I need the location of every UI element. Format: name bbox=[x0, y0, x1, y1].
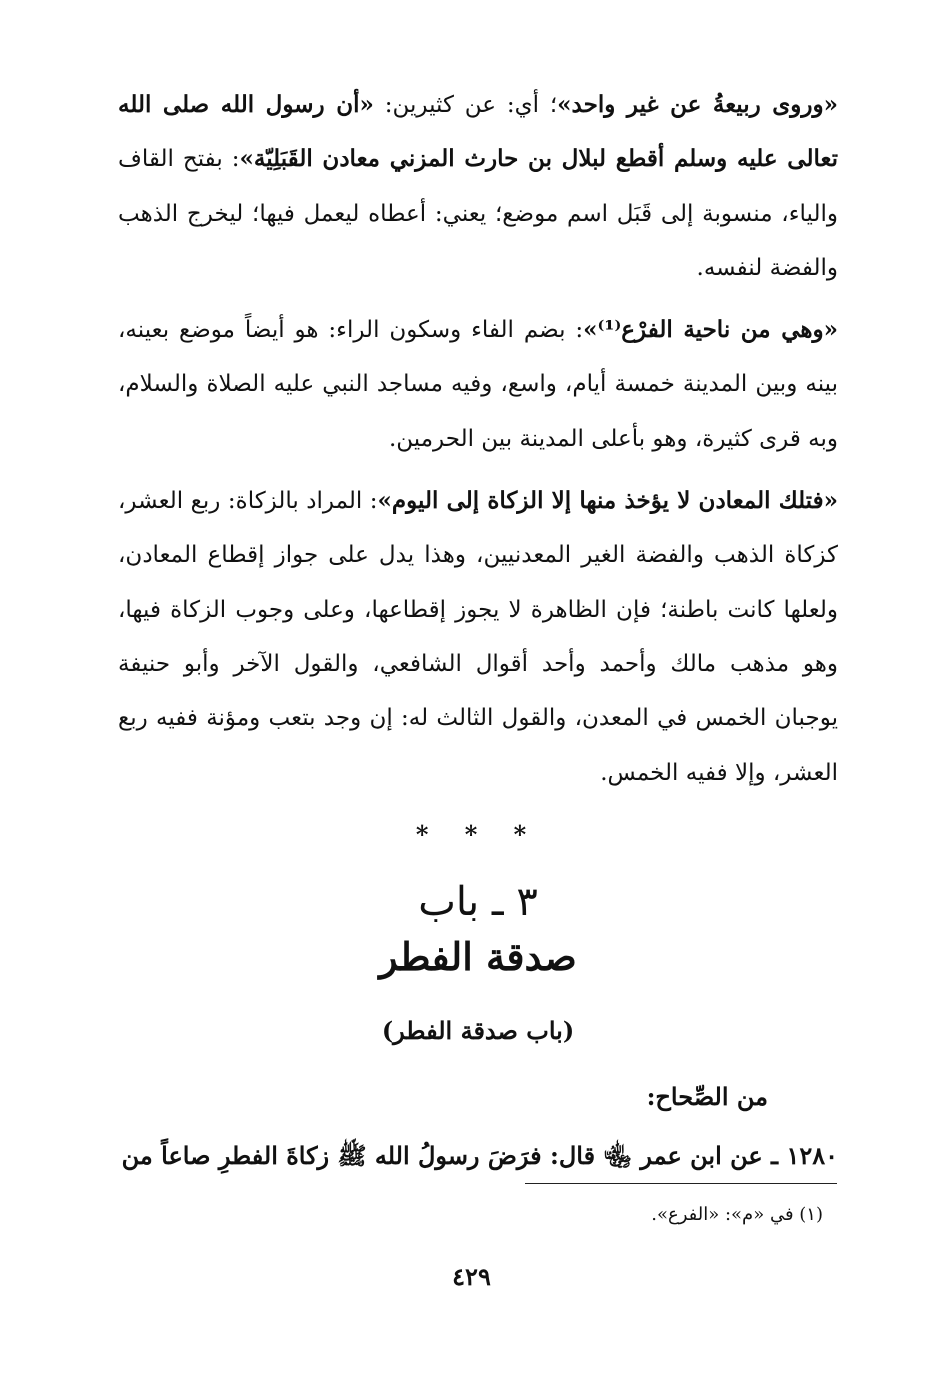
quote: «وهي من ناحية الفرْع⁽¹⁾» bbox=[583, 316, 838, 344]
commentary: : المراد بالزكاة: ربع العشر، كزكاة الذهب والفضة الغير المعدنيين، وهذا يدل على جواز إقطاع المعادن، ولعلها كانت باطنة؛ فإن الظاهرة لا يجوز إقطاعها، وعلى وجوب الزكاة فيها، وهو مذهب مالك وأحمد وأحد أقوال الشافعي، والقول الآخر وأبو حنيفة يوجبان الخمس في المعدن، والقول الثالث له: إن وجد بتعب ومؤنة ففيه ربع العشر، وإلا ففيه الخمس. bbox=[118, 488, 838, 786]
page-number: ٤٢٩ bbox=[452, 1262, 491, 1291]
footnote: (١) في «م»: «الفرع». bbox=[651, 1204, 823, 1225]
chapter-subtitle: (باب صدقة الفطر) bbox=[381, 1015, 575, 1045]
quote: «فتلك المعادن لا يؤخذ منها إلا الزكاة إلى اليوم» bbox=[377, 487, 838, 515]
chapter-number: ٣ ـ باب bbox=[418, 878, 538, 925]
commentary: : بفتح القاف والياء، منسوبة إلى قَبَل اسم موضع؛ يعني: أعطاه ليعمل فيها؛ ليخرج الذهب والفضة لنفسه. bbox=[118, 146, 838, 281]
footnote-divider bbox=[525, 1183, 837, 1184]
quote: «وروى ربيعةُ عن غير واحد» bbox=[557, 91, 838, 118]
paragraph-2 bbox=[118, 303, 838, 466]
chapter-title: صدقة الفطر bbox=[379, 933, 577, 979]
section-separator: * * * bbox=[415, 819, 541, 849]
commentary: : بضم الفاء وسكون الراء: هو أيضاً موضع بعينه، بينه وبين المدينة خمسة أيام، واسع، وفيه مساجد النبي عليه الصلاة والسلام، وبه قرى كثيرة، وهو بأعلى المدينة بين الحرمين. bbox=[118, 317, 838, 452]
paragraph-3 bbox=[118, 474, 838, 800]
quote: «أن رسول الله صلى الله تعالى عليه وسلم أقطع لبلال بن حارث المزني معادن القَبَلِيّة» bbox=[118, 91, 838, 173]
source-heading: من الصِّحاح: bbox=[646, 1081, 768, 1111]
commentary: ؛ أي: عن كثيرين: bbox=[373, 92, 558, 118]
paragraph-1 bbox=[118, 78, 838, 295]
page-body bbox=[118, 78, 838, 1182]
hadith-text: ١٢٨٠ ـ عن ابن عمر ﵄ قال: فرَضَ رسولُ الله ﷺ زكاةَ الفطرِ صاعاً من bbox=[121, 1140, 838, 1170]
